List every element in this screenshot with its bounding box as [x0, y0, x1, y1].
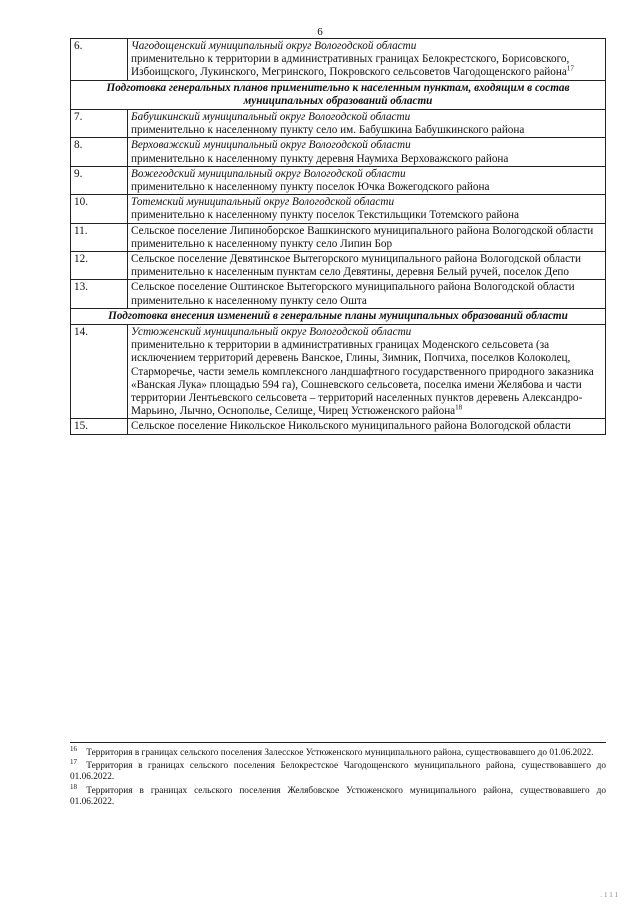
- footnote-number: 16: [70, 744, 77, 753]
- table-row: [71, 223, 606, 251]
- row-content: [128, 280, 606, 308]
- table-row: [71, 325, 606, 419]
- row-text: применительно к территории в административных границах Моденского сельсовета (за исключением территорий деревень Ванское, Глины, Зимник, Попчиха, поселков Колоколец, Старморечье, части земель комплексного ландшафтного государственного природного заказника «Ванская Лука» площадью 594 га), Сошневского сельсовета, поселка имени Желябова и части территории Лентьевского сельсовета – территорий населенных пунктов деревень Александро-Марьино, Лычно, Оснополье, Селище, Чирец Устюженского района: [131, 339, 594, 418]
- row-text: Сельское поселение Девятинское Вытегорского муниципального района Вологодской области применительно к населенным пунктам село Девятины, деревня Белый ручей, поселок Депо: [131, 253, 581, 279]
- footnote: [70, 744, 606, 759]
- section-header: Подготовка внесения изменений в генеральные планы муниципальных образований области: [71, 308, 606, 324]
- municipality-name: Верховажский муниципальный округ Вологодской области: [131, 139, 411, 152]
- row-text: Сельское поселение Никольское Никольского муниципального района Вологодской области: [131, 420, 571, 433]
- row-content: [128, 325, 606, 419]
- row-number: 7.: [71, 110, 128, 138]
- footnote: [70, 758, 606, 783]
- footnote-text: Территория в границах сельского поселения Залесское Устюженского муниципального района, существовавшего до 01.06.2022.: [86, 748, 594, 758]
- footnote-divider: [70, 742, 606, 743]
- footnote-ref: 17: [566, 64, 574, 73]
- row-number: 13.: [71, 280, 128, 308]
- row-text: применительно к территории в административных границах Белокрестского, Борисовского, Избоищского, Лукинского, Мегринского, Покровского сельсоветов Чагодощенского района: [131, 53, 570, 79]
- table-row: [71, 419, 606, 434]
- row-content: [128, 39, 606, 81]
- row-number: 8.: [71, 138, 128, 166]
- table-row: [71, 252, 606, 280]
- row-number: 12.: [71, 252, 128, 280]
- section-header: Подготовка генеральных планов применительно к населенным пунктам, входящим в состав муниципальных образований области: [71, 80, 606, 109]
- row-text: Сельское поселение Оштинское Вытегорского муниципального района Вологодской области применительно к населенному пункту село Ошта: [131, 281, 575, 307]
- row-content: [128, 419, 606, 434]
- row-number: 9.: [71, 166, 128, 194]
- footnotes: [70, 744, 606, 810]
- plans-table: [70, 38, 606, 435]
- table-row: [71, 280, 606, 308]
- row-number: 6.: [71, 39, 128, 81]
- row-content: [128, 166, 606, 194]
- footnote-text: Территория в границах сельского поселения Желябовское Устюженского муниципального района, существовавшего до 01.06.2022.: [70, 785, 606, 807]
- municipality-name: Тотемский муниципальный округ Вологодской области: [131, 196, 395, 209]
- section-header-row: [71, 80, 606, 109]
- footnote: [70, 782, 606, 808]
- footnote-text: Территория в границах сельского поселения Белокрестское Чагодощенского муниципального района, существовавшего до 01.06.2022.: [70, 761, 606, 783]
- table-row: [71, 166, 606, 194]
- row-content: [128, 110, 606, 138]
- footnote-number: 18: [70, 782, 77, 791]
- table-row: [71, 195, 606, 223]
- row-number: 11.: [71, 223, 128, 251]
- table-row: [71, 110, 606, 138]
- row-text: Сельское поселение Липиноборское Вашкинского муниципального района Вологодской области применительно к населенному пункту село Липин Бор: [131, 224, 594, 250]
- corner-mark: .111: [600, 891, 620, 899]
- row-content: [128, 138, 606, 166]
- footnote-ref: 18: [455, 403, 463, 412]
- row-text: применительно к населенному пункту деревня Наумиха Верховажского района: [131, 152, 509, 165]
- municipality-name: Чагодощенский муниципальный округ Вологодской области: [131, 40, 417, 52]
- row-text: применительно к населенному пункту поселок Текстильщики Тотемского района: [131, 209, 519, 222]
- table-row: [71, 138, 606, 166]
- footnote-number: 17: [70, 758, 77, 767]
- plans-table-body: [71, 39, 606, 435]
- row-text: применительно к населенному пункту село им. Бабушкина Бабушкинского района: [131, 124, 525, 137]
- municipality-name: Устюженский муниципальный округ Вологодской области: [131, 326, 412, 339]
- row-content: [128, 223, 606, 251]
- section-header-row: [71, 308, 606, 324]
- row-number: 14.: [71, 325, 128, 419]
- table-row: [71, 39, 606, 81]
- row-content: [128, 195, 606, 223]
- page-number: 6: [317, 26, 323, 38]
- row-text: применительно к населенному пункту поселок Ючка Вожегодского района: [131, 181, 490, 194]
- municipality-name: Бабушкинский муниципальный округ Вологодской области: [131, 111, 411, 124]
- row-content: [128, 252, 606, 280]
- row-number: 15.: [71, 419, 128, 434]
- municipality-name: Вожегодский муниципальный округ Вологодской области: [131, 167, 406, 180]
- row-number: 10.: [71, 195, 128, 223]
